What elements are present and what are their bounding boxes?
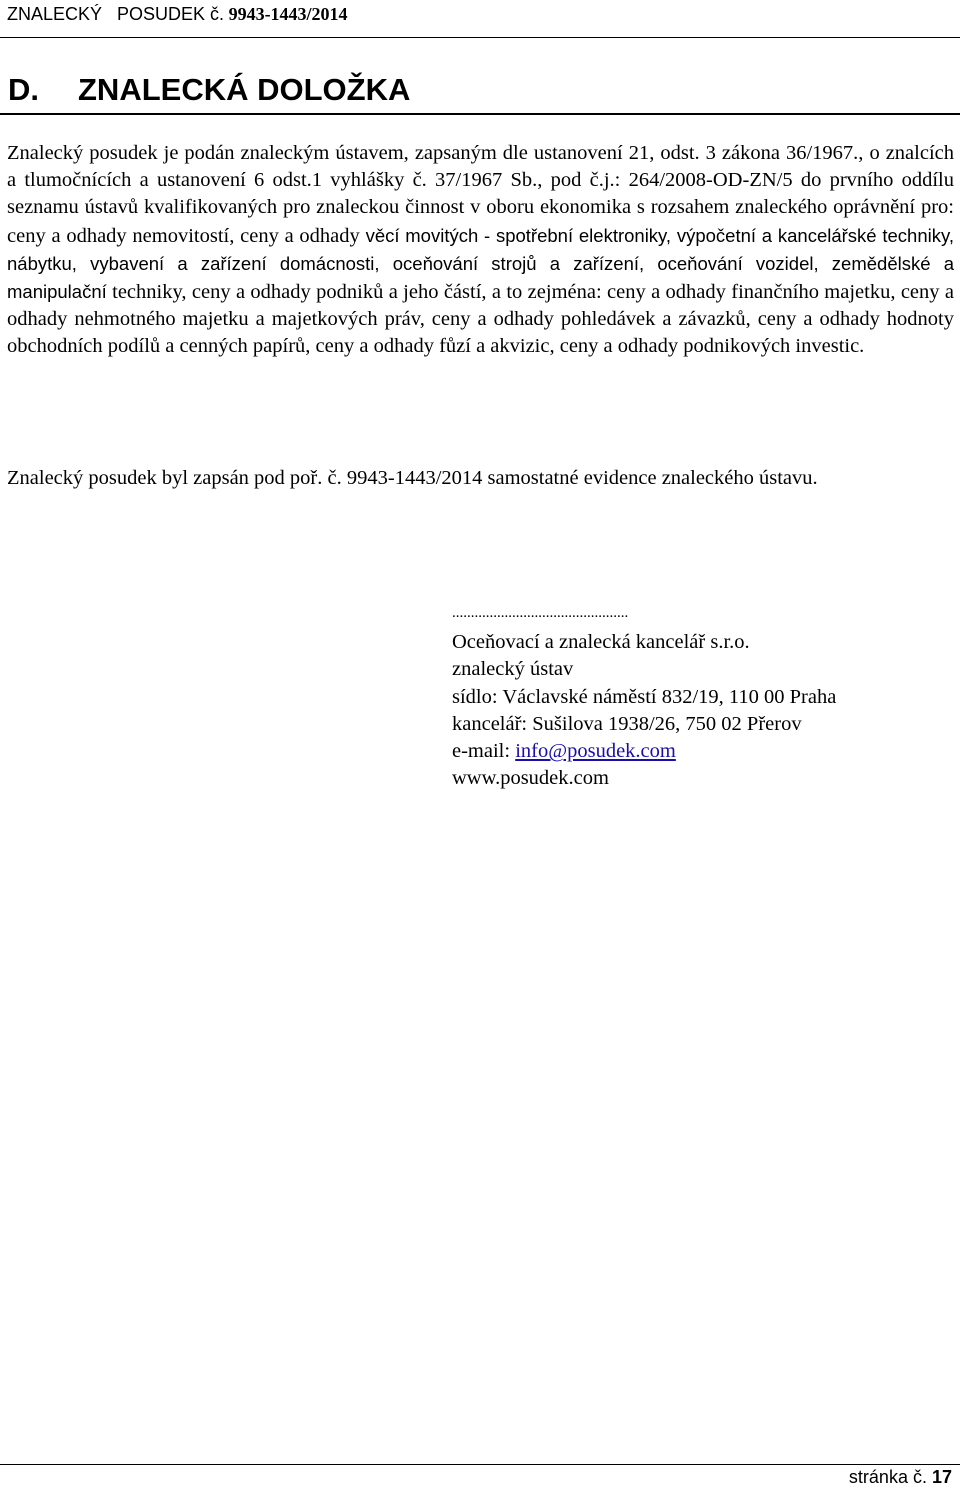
email-link[interactable]: info@posudek.com [515,740,676,763]
company-seat: sídlo: Václavské náměstí 832/19, 110 00 Praha [452,685,837,708]
section-heading [8,70,410,110]
header-divider [0,37,960,38]
page-footer [849,1466,952,1488]
page-label: stránka č. [848,1467,927,1487]
section-letter: D. [8,72,39,107]
section-title: ZNALECKÁ DOLOŽKA [78,72,411,107]
email-label: e-mail: [452,740,516,763]
expert-clause-paragraph [7,140,954,361]
page-header [7,4,957,30]
company-name: Oceňovací a znalecká kancelář s.r.o. [452,631,750,653]
footer-divider [0,1464,960,1465]
section-divider [0,113,960,115]
clause-text-part2: věcí movitých - spotřební elektroniky, výpočetní a kancelářské techniky, nábytku, vybavení a zařízení domácnosti, oceňování strojů a zařízení, oceňování vozidel, zemědělské a manipulační [7,224,954,303]
page-number: 17 [931,1467,952,1487]
company-office: kancelář: Sušilova 1938/26, 750 02 Přerov [452,712,802,735]
email-row [452,738,932,765]
clause-text-part3: techniky, ceny a odhady podniků a jeho částí, a to zejména: ceny a odhady finančního majetku, ceny a odhady nehmotného majetku a majetkových práv, ceny a odhady pohledávek a závazků, ceny a odhady hodnoty obchodních podílů a cenných papírů, ceny a odhady fůzí a akvizic, ceny a odhady podnikových investic. [7,281,954,358]
header-document-number: 9943-1443/2014 [228,4,348,24]
clause-text-part1: Znalecký posudek je podán znaleckým ústavem, zapsaným dle ustanovení 21, odst. 3 zákona 36/1967., o znalcích a tlumočnících a ustanovení 6 odst.1 vyhlášky č. 37/1967 Sb., pod č.j.: 264/2008-OD-ZN/5 do prvního oddílu seznamu ústavů kvalifikovaných pro znaleckou činnost v oboru ekonomika s rozsahem znaleckého oprávnění pro: ceny a odhady nemovitostí, ceny a odhady [7,142,954,247]
signature-block [452,603,932,793]
company-type: znalecký ústav [452,658,574,681]
signature-line: ............................................... [452,605,629,621]
website: www.posudek.com [452,767,609,790]
header-label: ZNALECKÝ POSUDEK č. [7,4,225,24]
registration-statement: Znalecký posudek byl zapsán pod poř. č. 9943-1443/2014 samostatné evidence znaleckého ústavu. [7,467,818,489]
